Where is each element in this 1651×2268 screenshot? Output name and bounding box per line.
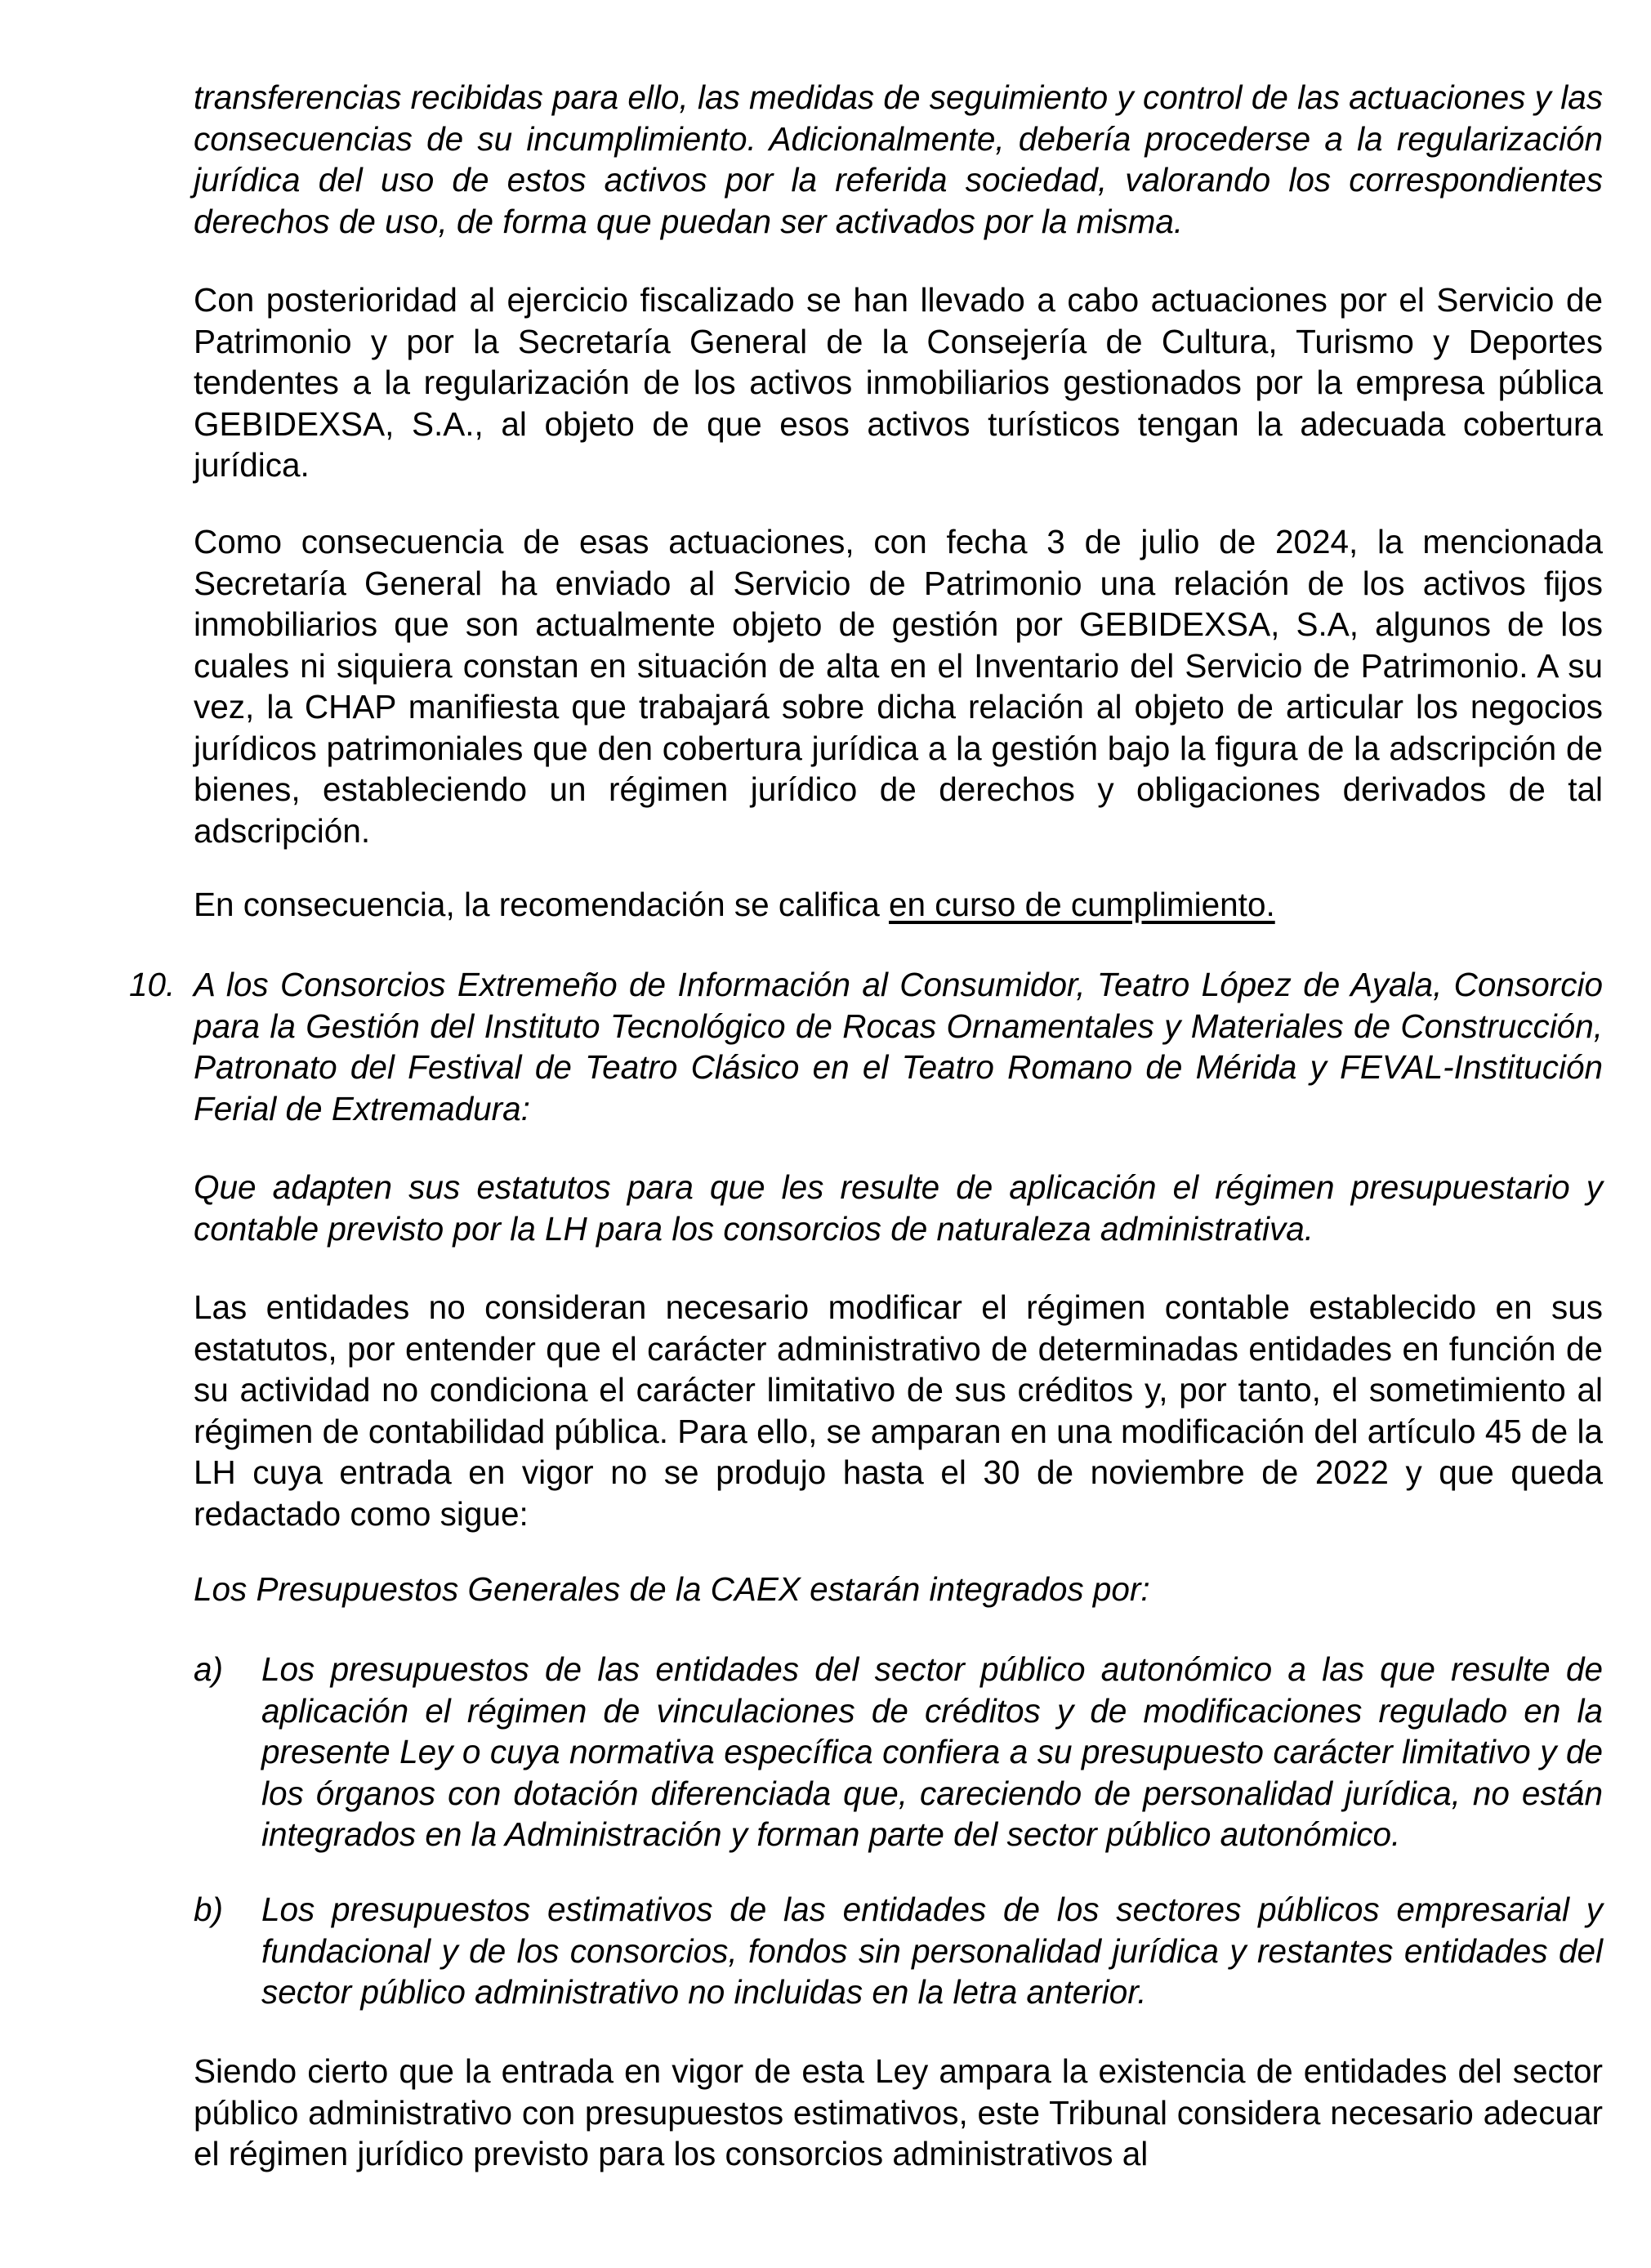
list-letter-a: a) xyxy=(194,1650,224,1688)
paragraph-recommendation-tail: transferencias recibidas para ello, las medidas de seguimiento y control de las actuaciones y las consecuencias de su incumplimiento. Adicionalmente, debería procederse a la regularización jurídica del uso de estos activos por la referida sociedad, valorando los correspondientes derechos de uso, de forma que puedan ser activados por la misma. xyxy=(194,78,1603,240)
item-number-10: 10. xyxy=(129,966,176,1003)
list-item-a: Los presupuestos de las entidades del sector público autonómico a las que resulte de aplicación el régimen de vinculaciones de créditos y de modificaciones regulado en la presente Ley o cuya normativa específica confiera a su presupuesto carácter limitativo y de los órganos con dotación diferenciada que, careciendo de personalidad jurídica, no están integrados en la Administración y forman parte del sector público autonómico. xyxy=(261,1650,1603,1853)
paragraph-entities-response: Las entidades no consideran necesario modificar el régimen contable establecido en sus estatutos, por entender que el carácter administrativo de determinadas entidades en función de su actividad no condiciona el carácter limitativo de sus créditos y, por tanto, el sometimiento al régimen de contabilidad pública. Para ello, se amparan en una modificación del artículo 45 de la LH cuya entrada en vigor no se produjo hasta el 30 de noviembre de 2022 y que queda redactado como sigue: xyxy=(194,1288,1603,1533)
paragraph-consequences: Como consecuencia de esas actuaciones, con fecha 3 de julio de 2024, la mencionada Secretaría General ha enviado al Servicio de Patrimonio una relación de los activos fijos inmobiliarios que son actualmente objeto de gestión por GEBIDEXSA, S.A, algunos de los cuales ni siquiera constan en situación de alta en el Inventario del Servicio de Patrimonio. A su vez, la CHAP manifiesta que trabajará sobre dicha relación al objeto de articular los negocios jurídicos patrimoniales que den cobertura jurídica a la gestión bajo la figura de la adscripción de bienes, estableciendo un régimen jurídico de derechos y obligaciones derivados de tal adscripción. xyxy=(194,523,1603,850)
status-compliance-in-progress: en curso de cumplimiento. xyxy=(888,886,1275,923)
list-letter-b: b) xyxy=(194,1891,224,1928)
paragraph-conclusion xyxy=(194,884,1603,926)
paragraph-budget-composition: Los Presupuestos Generales de la CAEX estarán integrados por: xyxy=(194,1570,1150,1608)
paragraph-tribunal-opinion: Siendo cierto que la entrada en vigor de esta Ley ampara la existencia de entidades del sector público administrativo con presupuestos estimativos, este Tribunal considera necesario adecuar el régimen jurídico previsto para los consorcios administrativos al xyxy=(194,2052,1603,2172)
paragraph-actions-after-audit: Con posterioridad al ejercicio fiscalizado se han llevado a cabo actuaciones por el Servicio de Patrimonio y por la Secretaría General de la Consejería de Cultura, Turismo y Deportes tendentes a la regularización de los activos inmobiliarios gestionados por la empresa pública GEBIDEXSA, S.A., al objeto de que esos activos turísticos tengan la adecuada cobertura jurídica. xyxy=(194,281,1603,484)
item-10-recipients: A los Consorcios Extremeño de Información al Consumidor, Teatro López de Ayala, Consorcio para la Gestión del Instituto Tecnológico de Rocas Ornamentales y Materiales de Construcción, Patronato del Festival de Teatro Clásico en el Teatro Romano de Mérida y FEVAL-Institución Ferial de Extremadura: xyxy=(194,966,1603,1127)
list-item-b: Los presupuestos estimativos de las entidades de los sectores públicos empresarial y fundacional y de los consorcios, fondos sin personalidad jurídica y restantes entidades del sector público administrativo no incluidas en la letra anterior. xyxy=(261,1891,1603,2011)
conclusion-text: En consecuencia, la recomendación se califica xyxy=(194,886,889,923)
paragraph-recommendation-text: Que adapten sus estatutos para que les resulte de aplicación el régimen presupuestario y contable previsto por la LH para los consorcios de naturaleza administrativa. xyxy=(194,1168,1603,1248)
